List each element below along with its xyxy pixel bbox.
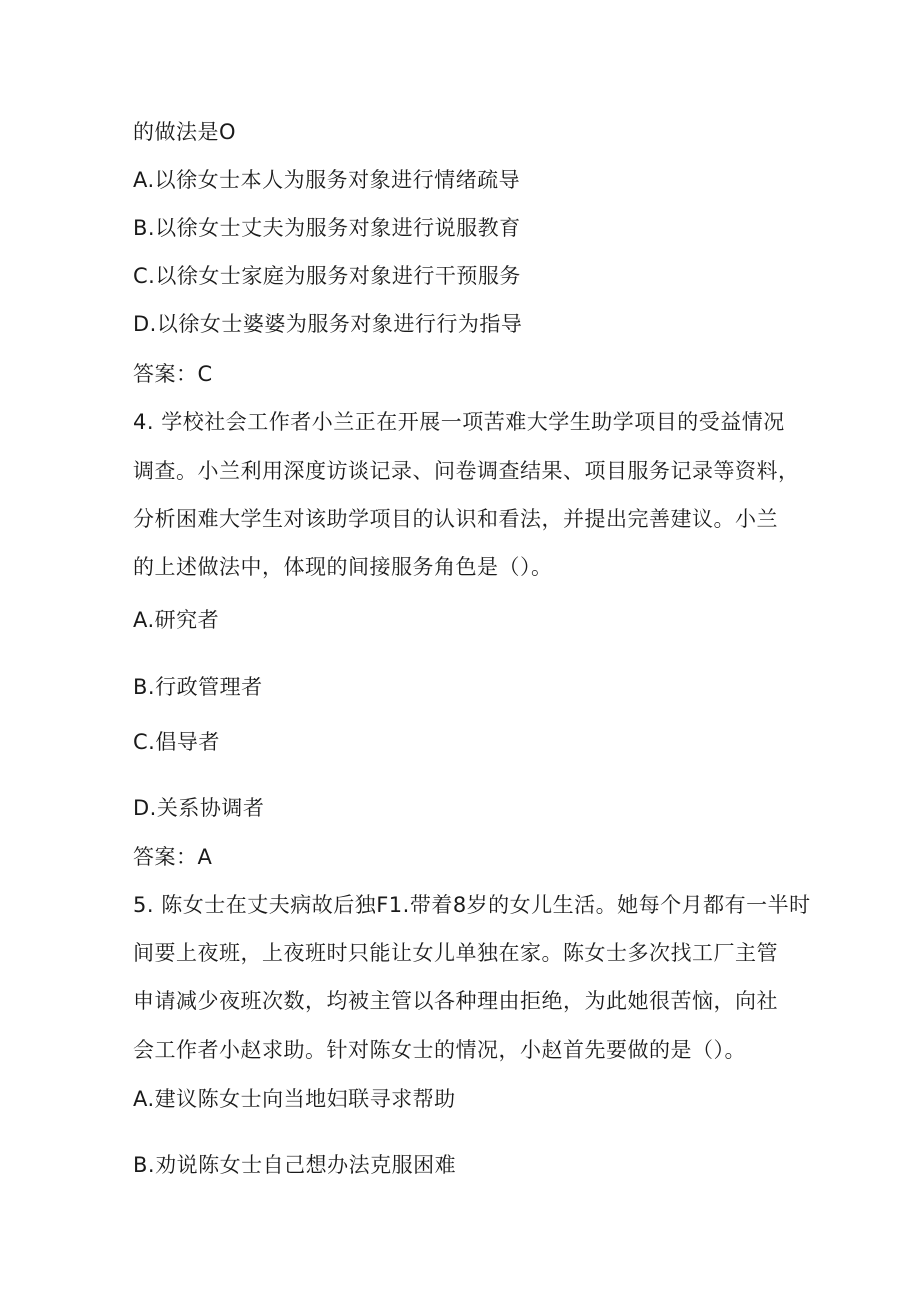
question-4-option-a: A.研究者 [133, 608, 220, 632]
question-4-option-d: D.关系协调者 [133, 796, 265, 820]
question-5-stem-line-3: 申请减少夜班次数，均被主管以各种理由拒绝，为此她很苦恼，向社 [133, 989, 778, 1013]
question-4-stem-line-1: 4. 学校社会工作者小兰正在开展一项苦难大学生助学项目的受益情况 [133, 410, 785, 434]
question-4-option-c: C.倡导者 [133, 730, 220, 754]
question-5-stem-line-2: 间要上夜班，上夜班时只能让女儿单独在家。陈女士多次找工厂主管 [133, 941, 778, 965]
question-3-stem-tail: 的做法是O [133, 120, 237, 144]
question-4-stem-line-4: 的上述做法中，体现的间接服务角色是（）。 [133, 555, 553, 579]
question-3-option-c: C.以徐女士家庭为服务对象进行干预服务 [133, 264, 521, 288]
question-5-stem-line-1: 5. 陈女士在丈夫病故后独F1.带着8岁的女儿生活。她每个月都有一半时 [133, 893, 811, 917]
question-3-option-b: B.以徐女士丈夫为服务对象进行说服教育 [133, 216, 521, 240]
question-5-option-a: A.建议陈女士向当地妇联寻求帮助 [133, 1087, 456, 1111]
question-4-answer: 答案：A [133, 845, 213, 869]
question-3-option-a: A.以徐女士本人为服务对象进行情绪疏导 [133, 168, 521, 192]
question-4-stem-line-3: 分析困难大学生对该助学项目的认识和看法，并提出完善建议。小兰 [133, 507, 778, 531]
question-5-option-b: B.劝说陈女士自己想办法克服困难 [133, 1153, 457, 1177]
question-4-stem-line-2: 调查。小兰利用深度访谈记录、问卷调查结果、项目服务记录等资料， [133, 459, 800, 483]
question-3-option-d: D.以徐女士婆婆为服务对象进行行为指导 [133, 312, 523, 336]
question-5-stem-line-4: 会工作者小赵求助。针对陈女士的情况，小赵首先要做的是（）。 [133, 1038, 746, 1062]
question-4-option-b: B.行政管理者 [133, 675, 263, 699]
question-3-answer: 答案：C [133, 362, 213, 386]
